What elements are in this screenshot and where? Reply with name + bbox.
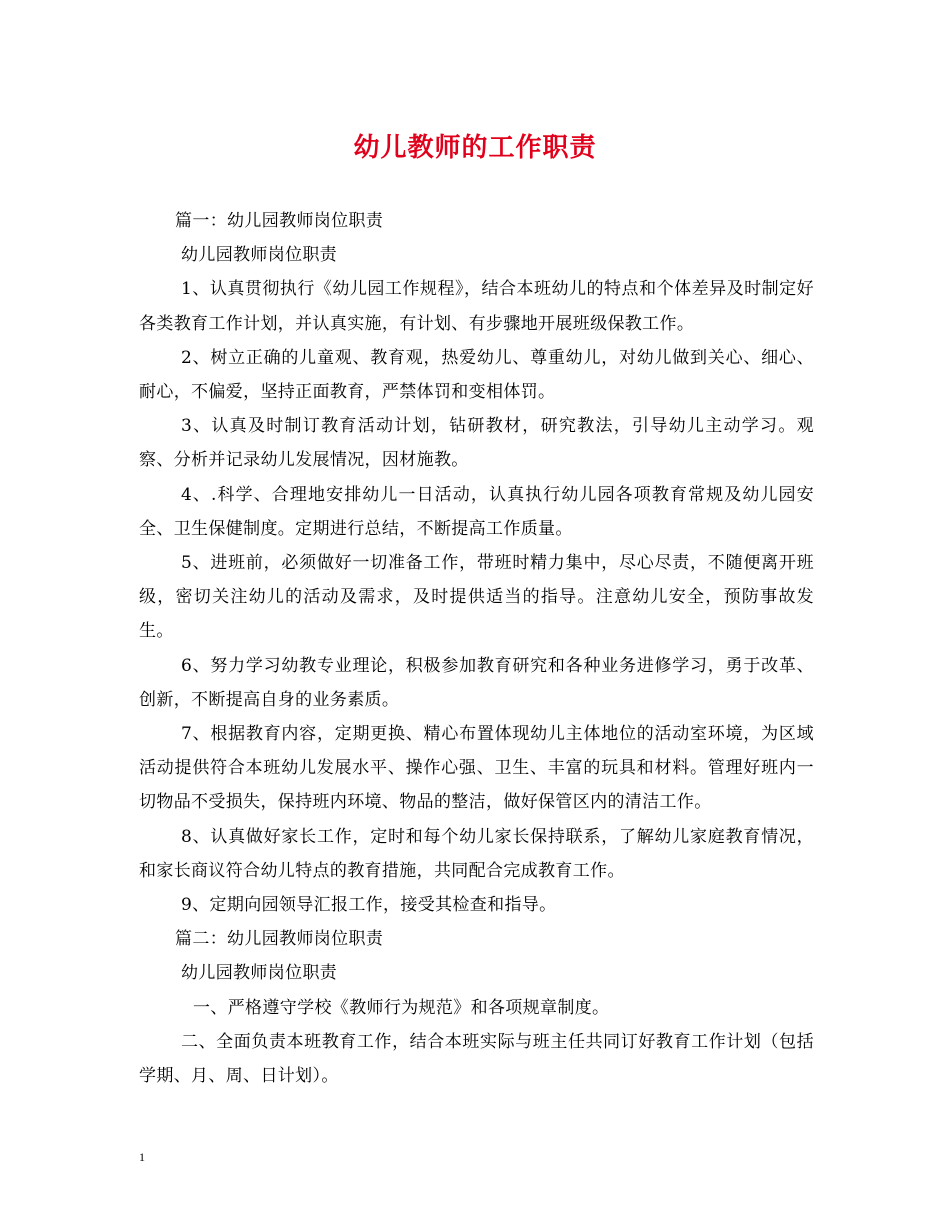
document-title: 幼儿教师的工作职责	[353, 133, 597, 163]
paragraph-item-4: 4、.科学、合理地安排幼儿一日活动，认真执行幼儿园各项教育常规及幼儿园安全、卫生保健制度。定期进行总结，不断提高工作质量。	[139, 484, 814, 539]
section-heading-1: 篇一：幼儿园教师岗位职责	[175, 211, 384, 231]
paragraph-item-2: 2、树立正确的儿童观、教育观，热爱幼儿、尊重幼儿，对幼儿做到关心、细心、耐心，不偏爱，坚持正面教育，严禁体罚和变相体罚。	[139, 347, 814, 403]
subheading-1: 幼儿园教师岗位职责	[181, 245, 338, 266]
paragraph-item-8: 8、认真做好家长工作，定时和每个幼儿家长保持联系，了解幼儿家庭教育情况，和家长商议符合幼儿特点的教育措施，共同配合完成教育工作。	[139, 826, 814, 881]
paragraph-item-7: 7、根据教育内容，定期更换、精心布置体现幼儿主体地位的活动室环境，为区域活动提供符合本班幼儿发展水平、操作心强、卫生、丰富的玩具和材料。管理好班内一切物品不受损失，保持班内环境、物品的整洁，做好保管区内的清洁工作。	[139, 724, 814, 813]
paragraph-item-11: 二、全面负责本班教育工作，结合本班实际与班主任共同订好教育工作计划（包括学期、月、周、日计划）。	[139, 1031, 814, 1087]
paragraph-item-1: 1、认真贯彻执行《幼儿园工作规程》，结合本班幼儿的特点和个体差异及时制定好各类教育工作计划，并认真实施，有计划、有步骤地开展班级保教工作。	[139, 279, 814, 334]
page-number: 1	[139, 1150, 145, 1164]
paragraph-item-10: 一、严格遵守学校《教师行为规范》和各项规章制度。	[193, 997, 610, 1018]
paragraph-item-6: 6、努力学习幼教专业理论，积极参加教育研究和各种业务进修学习，勇于改革、创新，不断提高自身的业务素质。	[139, 655, 814, 710]
paragraph-item-3: 3、认真及时制订教育活动计划，钻研教材，研究教法，引导幼儿主动学习。观察、分析并记录幼儿发展情况，因材施教。	[139, 416, 814, 471]
section-heading-2: 篇二：幼儿园教师岗位职责	[175, 929, 384, 950]
paragraph-item-5: 5、进班前，必须做好一切准备工作，带班时精力集中，尽心尽责，不随便离开班级，密切关注幼儿的活动及需求，及时提供适当的指导。注意幼儿安全，预防事故发生。	[139, 553, 814, 642]
document-body	[139, 204, 814, 1093]
subheading-2: 幼儿园教师岗位职责	[181, 963, 338, 984]
paragraph-item-9: 9、定期向园领导汇报工作，接受其检查和指导。	[181, 895, 557, 916]
